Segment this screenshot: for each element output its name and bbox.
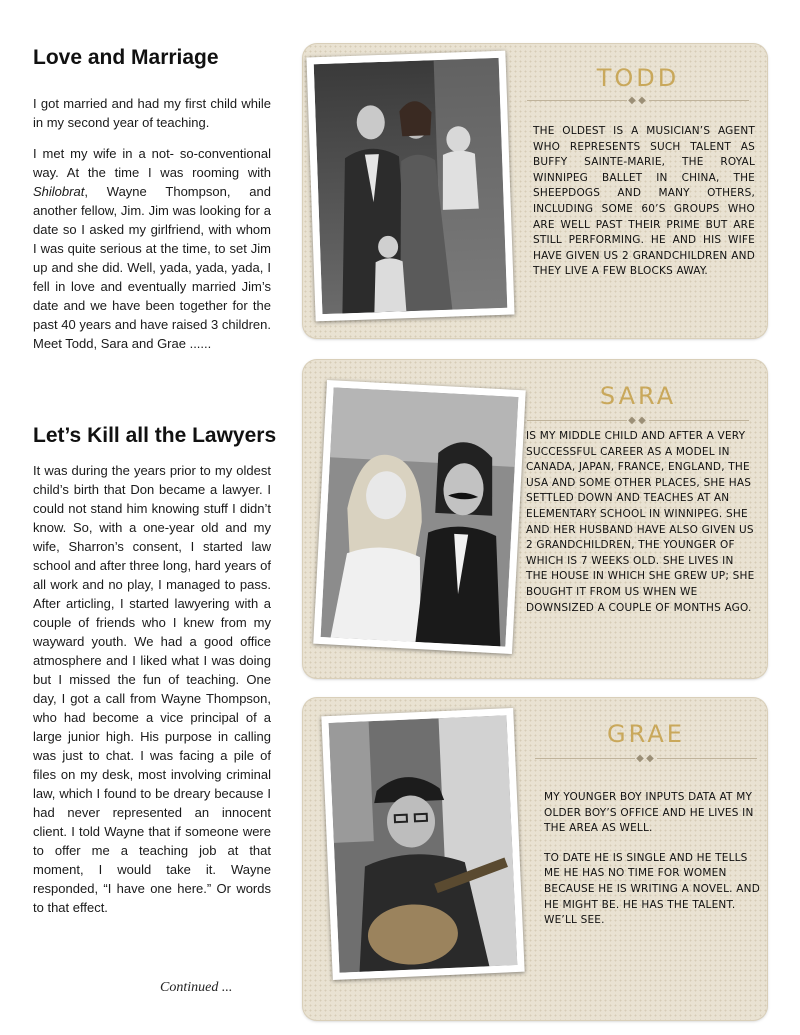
grae-text-1: MY YOUNGER BOY INPUTS DATA AT MY OLDER BOY’S OFFICE AND HE LIVES IN THE AREA AS WELL. [544,791,754,835]
paragraph-first-child: I got married and had my first child while in my second year of teaching. [33,96,271,130]
photo-sara-couple [313,380,526,654]
title-ornament: ◆ ◆ [535,754,757,764]
card-text-grae [544,790,760,929]
heading-love-and-marriage: Love and Marriage [33,46,219,69]
continued-note: Continued ... [160,980,233,995]
title-ornament: ◆ ◆ [527,96,749,106]
heading-kill-the-lawyers: Let’s Kill all the Lawyers [33,424,277,447]
para2-text-a: I met my wife in a not- so-conventional way. At the time I was rooming with [33,146,271,180]
diamond-ornament-icon: ◆ [628,415,636,426]
shilobrat-italic: Shilobrat [33,184,85,199]
card-title-todd: TODD [596,64,680,92]
photo-todd-family [306,51,514,322]
paragraph-law-school: It was during the years prior to my oldest child’s birth that Don became a lawyer. I could not stand him knowing stuff I didn’t know. So, with a one-year old and my wife, Sharron’s consent, I started law school and after three long, hard years of all work and no play, I managed to pass. After articling, I started lawyering with a couple of friends who I knew from my wayward youth. We had a good office atmosphere and I liked what I was doing but I missed the fun of teaching. One day, I got a call from Wayne Thompson, who had become a vice principal of a large junior high. His purpose in calling was just to chat. I was facing a pile of files on my desk, most involving criminal law, which I found to be dreary because I had never represented an innocent client. I told Wayne that if someone were to offer me a teaching job at that moment, I would take it. Wayne responded, “I have one here.” Or words to that effect. [33,463,271,915]
card-text-todd: THE OLDEST IS A MUSICIAN’S AGENT WHO REPRESENTS SUCH TALENT AS BUFFY SAINTE-MARIE, THE ROYAL WINNIPEG BALLET IN CHINA, THE SHEEPDOGS AND MANY OTHERS, INCLUDING SOME 60’S GROUPS WHO ARE WELL PAST THEIR PRIME BUT ARE STILL PERFORMING. HE AND HIS WIFE HAVE GIVEN US 2 GRANDCHILDREN AND THEY LIVE A FEW BLOCKS AWAY. [533,125,755,278]
diamond-ornament-icon: ◆ [636,753,644,764]
family-photo-image [314,58,508,314]
photo-grae-guitar [321,708,524,980]
couple-photo-image [321,387,519,646]
card-text-sara: IS MY MIDDLE CHILD AND AFTER A VERY SUCCESSFUL CAREER AS A MODEL IN CANADA, JAPAN, FRANCE, ENGLAND, THE USA AND SOME OTHER PLACES, SHE HAS SETTLED DOWN AND TEACHES AT AN ELEMENTARY SCHOOL IN WINNIPEG. SHE AND HER HUSBAND HAVE ALSO GIVEN US 2 GRANDCHILDREN, THE YOUNGER OF WHICH IS 7 WEEKS OLD. SHE LIVES IN THE HOUSE IN WHICH SHE GREW UP; SHE BOUGHT IT FROM US WHEN WE DOWNSIZED A COUPLE OF MONTHS AGO. [526,430,755,614]
card-title-sara: SARA [599,382,677,410]
paragraph-met-my-wife [33,144,271,353]
card-title-grae: GRAE [607,720,685,748]
para2-text-b: , Wayne Thompson, and another fellow, Jim. Jim was looking for a date so I asked my girlfriend, with whom I was quite serious at the time, to set Jim up and she did. Well, yada, yada, yada, I fell in love and eventually married Jim’s date and we have been together for the past 40 years and have raised 3 children. Meet Todd, Sara and Grae ...... [33,184,271,351]
guitar-photo-image [329,715,518,973]
diamond-ornament-icon: ◆ [628,95,636,106]
grae-text-2: TO DATE HE IS SINGLE AND HE TELLS ME HE HAS NO TIME FOR WOMEN BECAUSE HE IS WRITING A NOVEL. AND HE MIGHT BE. HE HAS THE TALENT. WE’LL SEE. [544,851,760,927]
title-ornament: ◆ ◆ [527,416,749,426]
